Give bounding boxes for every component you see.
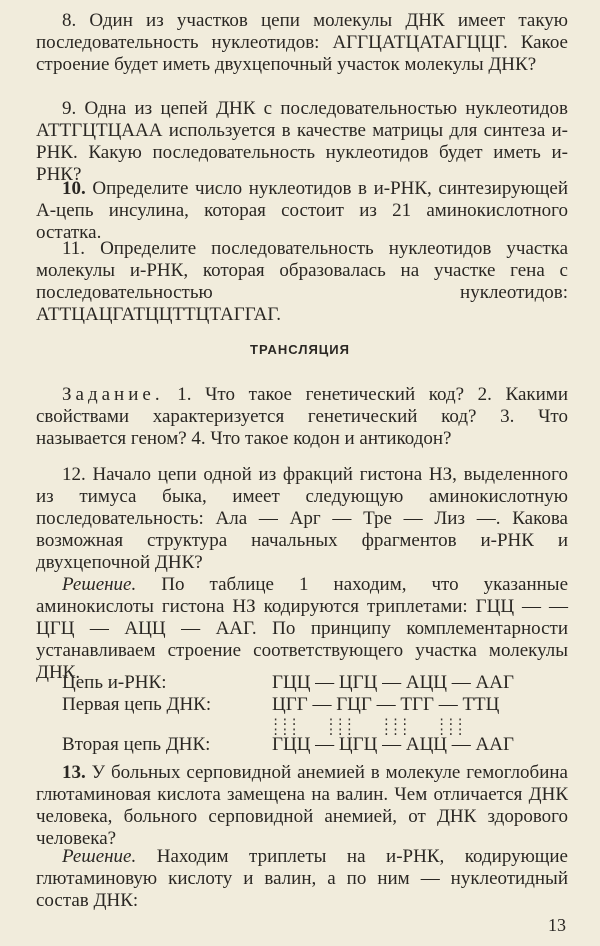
complementary-pairing-dots: ::: ::: ::: ::: ::: ::: ::: ::: [272, 714, 466, 738]
problem-11-text: Определите последовательность нуклеотидов участка молекулы и-РНК, которая образовалась на участке гена с последовательностью нуклеотидов: АТТЦАЦГАТЦЦТТЦТАГГАГ. [36, 238, 568, 325]
problem-12-text: Начало цепи одной из фракций гистона НЗ, выделенного из тимуса быка, имеет следующую аминокислотную последовательность: Ала — Арг — Тре — Лиз —. Какова возможная структура начальных фрагментов и-РНК и двухцепочной ДНК? [36, 464, 568, 573]
solution-12 [36, 574, 568, 684]
problem-8-text: Один из участков цепи молекулы ДНК имеет такую последовательность нуклеотидов: АГГЦАТЦАТАГЦЦГ. Какое строение будет иметь двухцепочный участок молекулы ДНК? [36, 10, 568, 75]
problem-10-text: Определите число нуклеотидов в и-РНК, синтезирующей А-цепь инсулина, которая состоит из 21 аминокислотного остатка. [36, 178, 568, 243]
problem-11-number: 11. [62, 238, 86, 259]
problem-13-text: У больных серповидной анемией в молекуле гемоглобина глютаминовая кислота замещена на валин. Чем отличается ДНК человека, больного серповидной анемией, от ДНК здорового человека? [36, 762, 568, 849]
assignment-text: 1. Что такое генетический код? 2. Какими свойствами характеризуется генетический код? 3. Что называется геном? 4. Что такое кодон и антикодон? [36, 384, 568, 449]
chain-label: Цепь и-РНК: [62, 672, 167, 693]
page-number: 13 [548, 915, 566, 935]
section-heading: ТРАНСЛЯЦИЯ [250, 342, 350, 357]
solution-12-label: Решение. [62, 574, 137, 595]
chain-label: Вторая цепь ДНК: [62, 734, 211, 755]
problem-11 [36, 238, 568, 326]
solution-12-text: По таблице 1 находим, что указанные аминокислоты гистона НЗ кодируются триплетами: ГЦЦ — — ЦГЦ — АЦЦ — ААГ. По принципу комплементарности устанавливаем строение соответствующего участка молекулы ДНК. [36, 574, 568, 683]
problem-8-number: 8. [62, 10, 77, 31]
problem-13-number: 13. [62, 762, 86, 783]
problem-13 [36, 762, 568, 850]
assignment [36, 384, 568, 450]
assignment-label: Задание. [62, 384, 164, 405]
problem-10 [36, 178, 568, 244]
chain-sequence: ЦГГ — ГЦГ — ТГГ — ТТЦ [272, 694, 500, 715]
solution-13-label: Решение. [62, 846, 137, 867]
problem-10-number: 10. [62, 178, 86, 199]
problem-12-number: 12. [62, 464, 86, 485]
problem-9-text: Одна из цепей ДНК с последовательностью нуклеотидов АТТГЦТЦААА используется в качестве матрицы для синтеза и-РНК. Какую последовательность нуклеотидов будет иметь и-РНК? [36, 98, 568, 185]
problem-8 [36, 10, 568, 76]
problem-12 [36, 464, 568, 574]
problem-9 [36, 98, 568, 186]
solution-13-text: Находим триплеты на и-РНК, кодирующие глютаминовую кислоту и валин, а по ним — нуклеотидный состав ДНК: [36, 846, 568, 911]
chain-sequence: ГЦЦ — ЦГЦ — АЦЦ — ААГ [272, 672, 514, 693]
solution-13 [36, 846, 568, 912]
chain-label: Первая цепь ДНК: [62, 694, 212, 715]
problem-9-number: 9. [62, 98, 77, 119]
chain-sequence: ГЦЦ — ЦГЦ — АЦЦ — ААГ [272, 734, 514, 755]
